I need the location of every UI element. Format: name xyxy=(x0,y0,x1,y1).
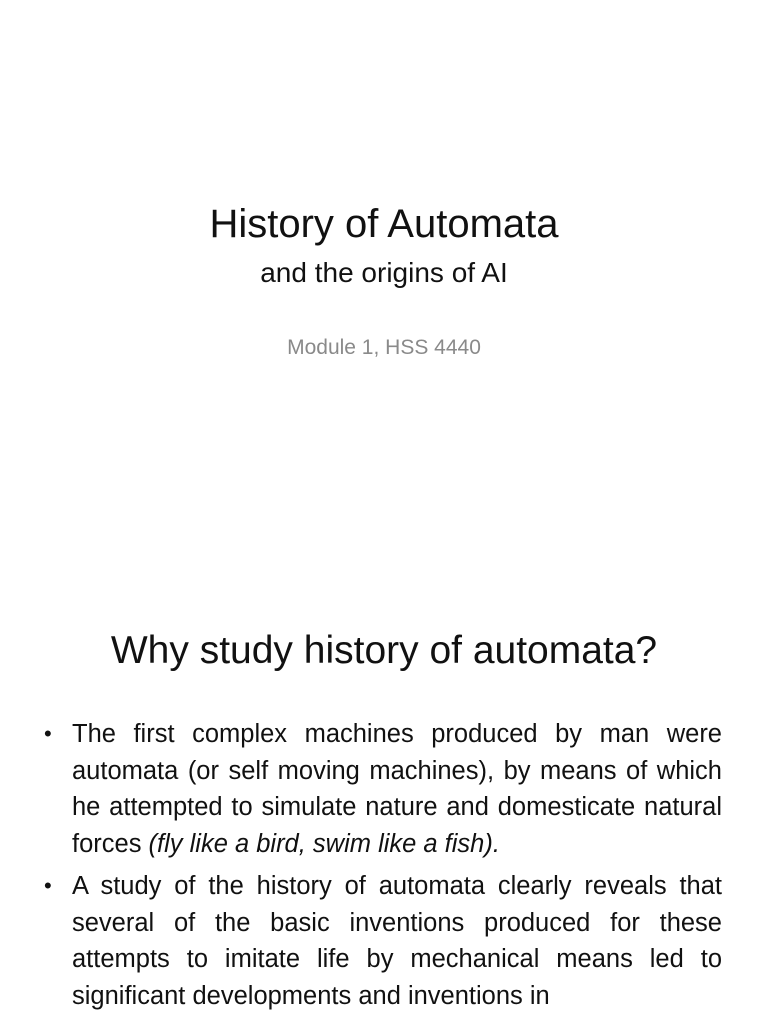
slide-title: History of Automata xyxy=(209,202,559,246)
bullet-marker: • xyxy=(44,721,52,746)
bullet-item xyxy=(40,868,722,1014)
module-label: Module 1, HSS 4440 xyxy=(287,336,481,359)
slide-title: Why study history of automata? xyxy=(110,629,658,672)
bullet-item xyxy=(40,716,722,862)
bullet-text: A study of the history of automata clearly reveals that several of the basic inventions produced for these attempts to imitate life by mechanical means led to significant developments and inventions in xyxy=(72,872,722,1010)
slide-subtitle: and the origins of AI xyxy=(260,257,508,288)
bullet-text: The first complex machines produced by man were automata (or self moving machines), by means of which he attempted to simulate nature and domesticate natural forces xyxy=(72,720,722,858)
slide-2 xyxy=(0,576,768,1024)
bullet-italic-text: (fly like a bird, swim like a fish). xyxy=(148,829,500,858)
bullet-list xyxy=(40,716,722,1020)
bullet-marker: • xyxy=(44,873,52,898)
